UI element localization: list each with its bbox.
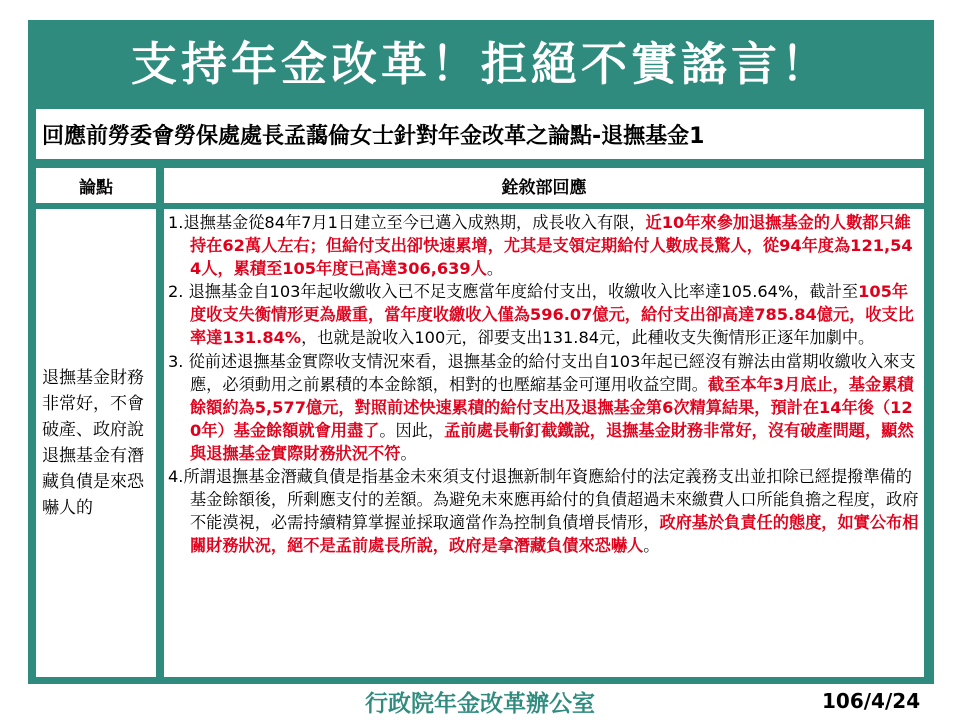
- header-response-label: 銓敘部回應: [501, 178, 587, 198]
- subtitle-text: 回應前勞委會勞保處處長孟藹倫女士針對年金改革之論點-退撫基金1: [42, 123, 705, 149]
- header-response: [164, 168, 924, 203]
- item-text: 所謂退撫基金潛藏負債是指基金未來須支付退撫新制年資應給付的法定義務支出並扣除已經提撥準備的基金餘額後，所剩應支付的差額。為避免未來應再給付的負債超過未來繳費人口所能負擔之程度，政府不能漠視，必需持續精算掌握並採取適當作為控制負債增長情形，: [183, 467, 919, 533]
- highlight-text: 政府基於負責任的態度，如實公布相關財務狀況，絕不是孟前處長所說，政府是拿潛藏負債來恐嚇人: [190, 513, 919, 556]
- item-text: 退撫基金從84年7月1日建立至今已邁入成熟期，成長收入有限，: [183, 213, 646, 232]
- item-number: 1.: [168, 213, 184, 232]
- item-text: 。: [400, 443, 417, 463]
- footer-date: 106/4/24: [822, 689, 921, 713]
- response-cell: [164, 209, 924, 677]
- item-text: 。因此，: [379, 420, 445, 440]
- title-band: [28, 20, 934, 102]
- highlight-text: 近10年來參加退撫基金的人數都只維持在62萬人左右；但給付支出卻快速累增，尤其是支領定期給付人數成長驚人，從94年度為121,544人，累積至105年度已高達306,639人: [190, 213, 913, 279]
- highlight-text: 孟前處長斬釘截鐵說，退撫基金財務非常好，沒有破產問題，顯然與退撫基金實際財務狀況不符: [190, 420, 914, 463]
- item-text: 。: [486, 259, 504, 279]
- response-item-4: [168, 465, 920, 557]
- footer-organization: 行政院年金改革辦公室: [365, 690, 595, 717]
- item-text: ，也就是說收入100元，卻要支出131.84元，此種收支失衡情形正逐年加劇中。: [301, 328, 875, 348]
- item-text: 從前述退撫基金實際收支情況來看，退撫基金的給付支出自103年起已經沒有辦法由當期收繳收入來支應，必須動用之前累積的本金餘額，相對的也壓縮基金可運用收益空間。: [188, 351, 916, 394]
- response-item-3: [168, 350, 920, 465]
- item-number: 4.: [168, 467, 184, 487]
- response-item-2: [168, 280, 920, 349]
- point-text: 退撫基金財務非常好，不會破產、政府說退撫基金有潛藏負債是來恐嚇人的: [42, 368, 144, 518]
- item-text: 。: [643, 536, 660, 556]
- item-number: 2.: [168, 282, 189, 302]
- header-point: [36, 168, 156, 203]
- point-cell: [36, 209, 156, 677]
- highlight-text: 截至本年3月底止，基金累積餘額約為5,577億元，對照前述快速累積的給付支出及退撫基金第6次精算結果，預計在14年後（120年）基金餘額就會用盡了: [190, 374, 914, 440]
- item-number: 3.: [168, 351, 189, 371]
- header-point-label: 論點: [79, 178, 113, 198]
- page-title: 支持年金改革！拒絕不實謠言！: [131, 37, 831, 91]
- highlight-text: 105年度收支失衡情形更為嚴重，當年度收繳收入僅為596.07億元，給付支出卻高達785.84億元，收支比率達131.84%: [190, 282, 914, 348]
- response-item-1: [168, 211, 920, 280]
- slide-frame: [28, 20, 934, 684]
- item-text: 退撫基金自103年起收繳收入已不足支應當年度給付支出，收繳收入比率達105.64%，截計至: [188, 282, 859, 302]
- slide-subtitle: [36, 109, 924, 159]
